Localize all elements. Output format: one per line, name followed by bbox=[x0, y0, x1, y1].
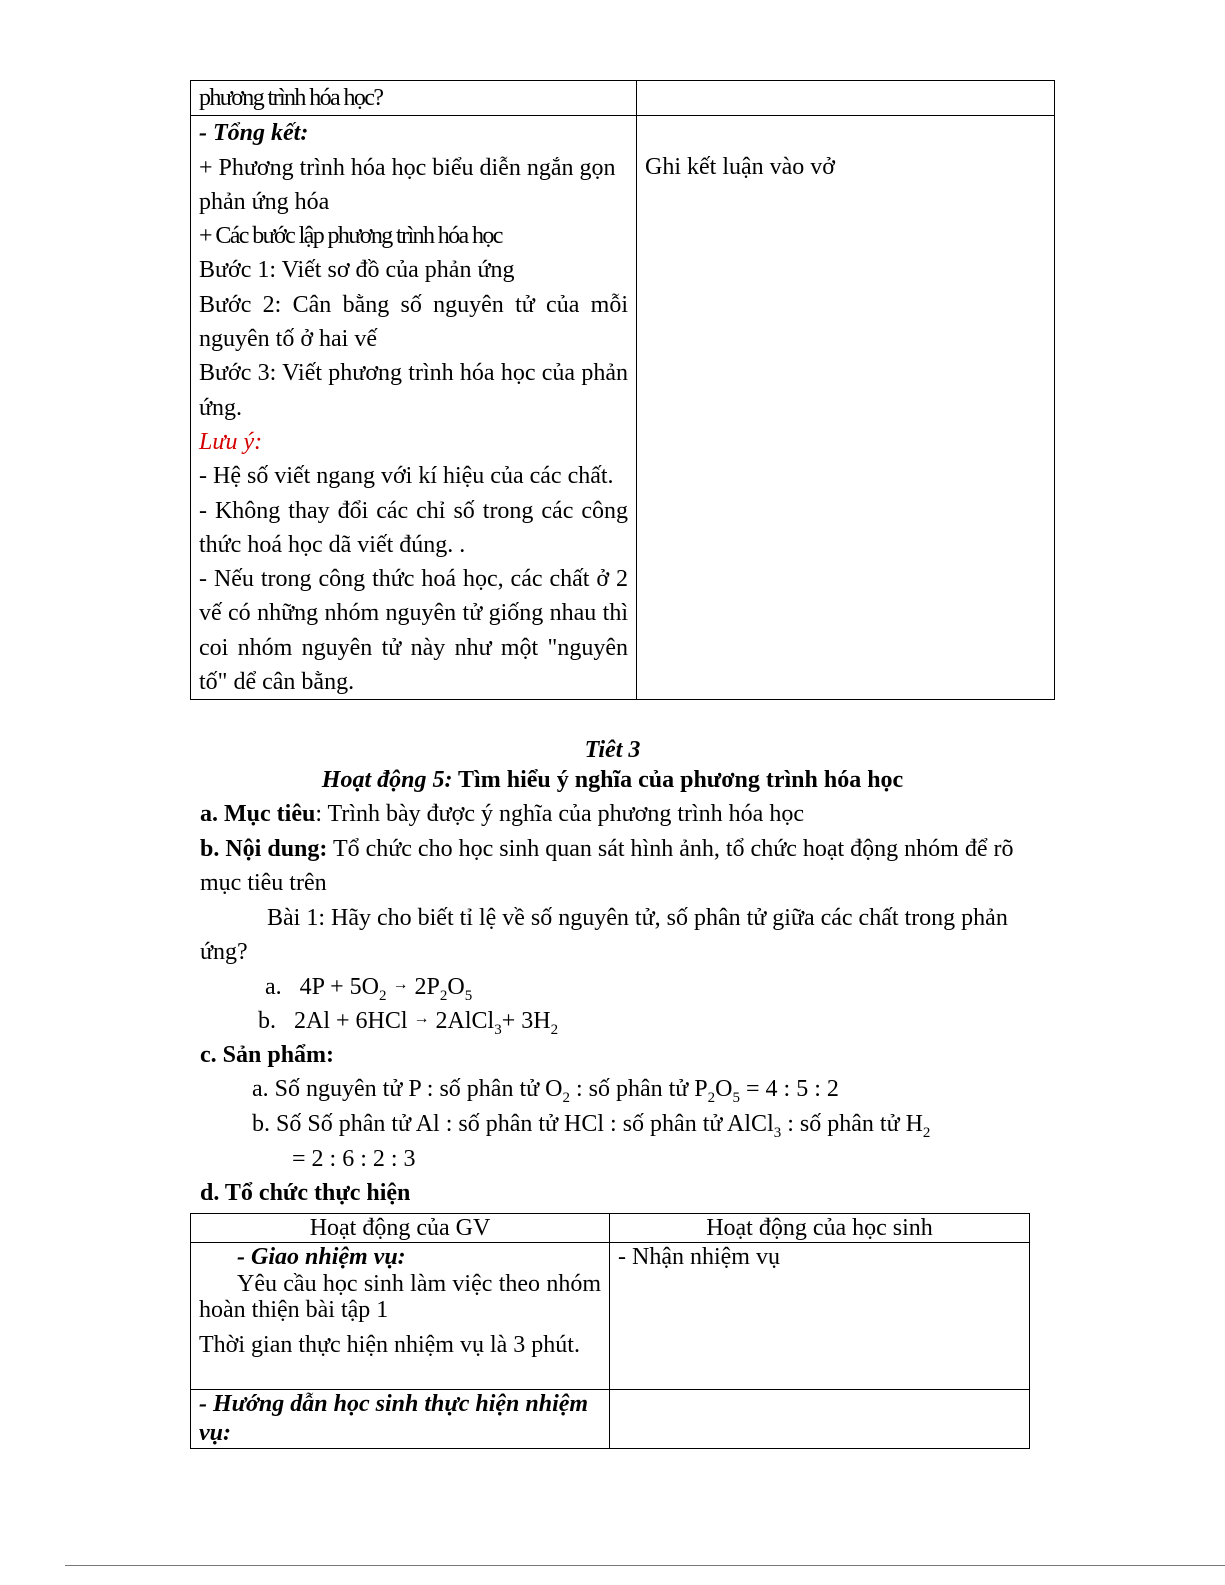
exercise-line: Bài 1: Hãy cho biết tỉ lệ về số nguyên tử, số phân tử giữa các chất trong phản bbox=[267, 905, 1008, 931]
conclusion-text: Ghi kết luận vào vở bbox=[645, 154, 835, 181]
note-label: Lưu ý: bbox=[199, 428, 263, 455]
table-row bbox=[191, 116, 1055, 700]
product-text: b. Số Số phân tử Al : số phân tử HCl : số phân tử AlCl bbox=[252, 1111, 774, 1137]
table-cell-left bbox=[191, 81, 637, 116]
receive-text: - Nhận nhiệm vụ bbox=[618, 1244, 780, 1270]
period-heading: Tiêt 3 bbox=[584, 737, 641, 763]
subscript: 2 bbox=[550, 1021, 559, 1038]
product-heading: c. Sản phẩm: bbox=[200, 1042, 335, 1068]
implementation-table bbox=[190, 1213, 1030, 1449]
receive-cell bbox=[610, 1243, 1030, 1390]
subscript: 2 bbox=[378, 987, 387, 1004]
table-header-row bbox=[191, 1214, 1030, 1243]
implementation-heading: d. Tổ chức thực hiện bbox=[200, 1180, 411, 1206]
equation-part: 2Al + 6HCl bbox=[294, 1008, 408, 1034]
activity-label: Hoạt động 5: bbox=[321, 767, 453, 793]
header-teacher: Hoạt động của GV bbox=[191, 1214, 610, 1243]
task-title: - Giao nhiệm vụ: bbox=[237, 1244, 406, 1270]
guide-cell bbox=[191, 1390, 610, 1449]
subscript: 5 bbox=[464, 987, 473, 1004]
equation-label: a. bbox=[265, 974, 282, 1000]
note-line: - Không thay đổi các chỉ số trong các công thức hoá học dã viết đúng. . bbox=[199, 497, 628, 558]
subscript: 5 bbox=[732, 1089, 740, 1106]
summary-cell bbox=[191, 116, 637, 700]
equation-part: 2P bbox=[414, 974, 440, 1000]
activity-heading bbox=[0, 767, 1225, 794]
objective-text: : Trình bày được ý nghĩa của phương trình hóa học bbox=[315, 801, 804, 827]
subscript: 2 bbox=[562, 1089, 570, 1106]
product-a bbox=[252, 1076, 839, 1107]
equation-part: + 3H bbox=[501, 1008, 551, 1034]
product-text: : số phân tử P bbox=[569, 1076, 708, 1102]
equation-part: O bbox=[447, 974, 465, 1000]
product-text: : số phân tử H bbox=[781, 1111, 923, 1137]
task-time: Thời gian thực hiện nhiệm vụ là 3 phút. bbox=[199, 1332, 580, 1358]
summary-line: + Các bước lập phương trình hóa học bbox=[199, 223, 502, 250]
content-label: b. Nội dung: bbox=[200, 836, 328, 862]
activity-title: Tìm hiểu ý nghĩa của phương trình hóa học bbox=[452, 767, 904, 793]
product-text: O bbox=[715, 1076, 733, 1102]
equation-a bbox=[265, 974, 472, 1005]
content-line-2: mục tiêu trên bbox=[200, 870, 327, 896]
table-row bbox=[191, 1243, 1030, 1390]
summary-line: + Phương trình hóa học biểu diễn ngắn gọn phản ứng hóa bbox=[199, 154, 616, 215]
arrow-icon: → bbox=[413, 1010, 430, 1027]
question-tail: phương trình hóa học? bbox=[199, 85, 383, 111]
summary-title: - Tổng kết: bbox=[199, 120, 309, 147]
objective-line bbox=[200, 801, 804, 828]
equation-part: 2AlCl bbox=[435, 1008, 495, 1034]
note-line: - Nếu trong công thức hoá học, các chất ở 2 vế có những nhóm nguyên tử giống nhau thì coi nhóm nguyên tử này như một "nguyên tố" dể cân bằng. bbox=[199, 566, 628, 696]
task-text: Yêu cầu học sinh làm việc theo nhóm hoàn thiện bài tập 1 bbox=[199, 1271, 601, 1323]
subscript: 3 bbox=[494, 1021, 502, 1038]
objective-label: a. Mục tiêu bbox=[200, 801, 316, 827]
page-bottom-divider bbox=[65, 1565, 1225, 1566]
product-b bbox=[252, 1111, 930, 1142]
guide-title: - Hướng dẫn học sinh thực hiện nhiệm vụ: bbox=[199, 1391, 589, 1446]
step-line: Bước 3: Viết phương trình hóa học của phản ứng. bbox=[199, 360, 628, 421]
arrow-icon: → bbox=[392, 976, 409, 993]
subscript: 2 bbox=[922, 1124, 931, 1141]
product-text: = 4 : 5 : 2 bbox=[739, 1076, 839, 1102]
note-line: - Hệ số viết ngang với kí hiệu của các chất. bbox=[199, 463, 614, 490]
table-cell-right bbox=[637, 81, 1055, 116]
step-line: Bước 1: Viết sơ đồ của phản ứng bbox=[199, 257, 515, 284]
task-cell bbox=[191, 1243, 610, 1390]
top-activity-table bbox=[190, 80, 1055, 700]
subscript: 2 bbox=[707, 1089, 716, 1106]
table-row bbox=[191, 1390, 1030, 1449]
subscript: 3 bbox=[773, 1124, 782, 1141]
table-row bbox=[191, 81, 1055, 116]
header-student: Hoạt động của học sinh bbox=[610, 1214, 1030, 1243]
equation-b bbox=[258, 1008, 558, 1039]
subscript: 2 bbox=[439, 987, 448, 1004]
content-text: Tổ chức cho học sinh quan sát hình ảnh, tổ chức hoạt động nhóm để rõ bbox=[327, 836, 1014, 862]
product-b-ratio: = 2 : 6 : 2 : 3 bbox=[292, 1146, 416, 1172]
product-text: a. Số nguyên tử P : số phân tử O bbox=[252, 1076, 563, 1102]
exercise-line-2: ứng? bbox=[200, 939, 248, 965]
content-line bbox=[200, 836, 1014, 863]
empty-cell bbox=[610, 1390, 1030, 1449]
step-line: Bước 2: Cân bằng số nguyên tử của mỗi nguyên tố ở hai vế bbox=[199, 291, 628, 353]
equation-part: 4P + 5O bbox=[299, 974, 379, 1000]
conclusion-cell bbox=[637, 116, 1055, 700]
equation-label: b. bbox=[258, 1008, 276, 1034]
